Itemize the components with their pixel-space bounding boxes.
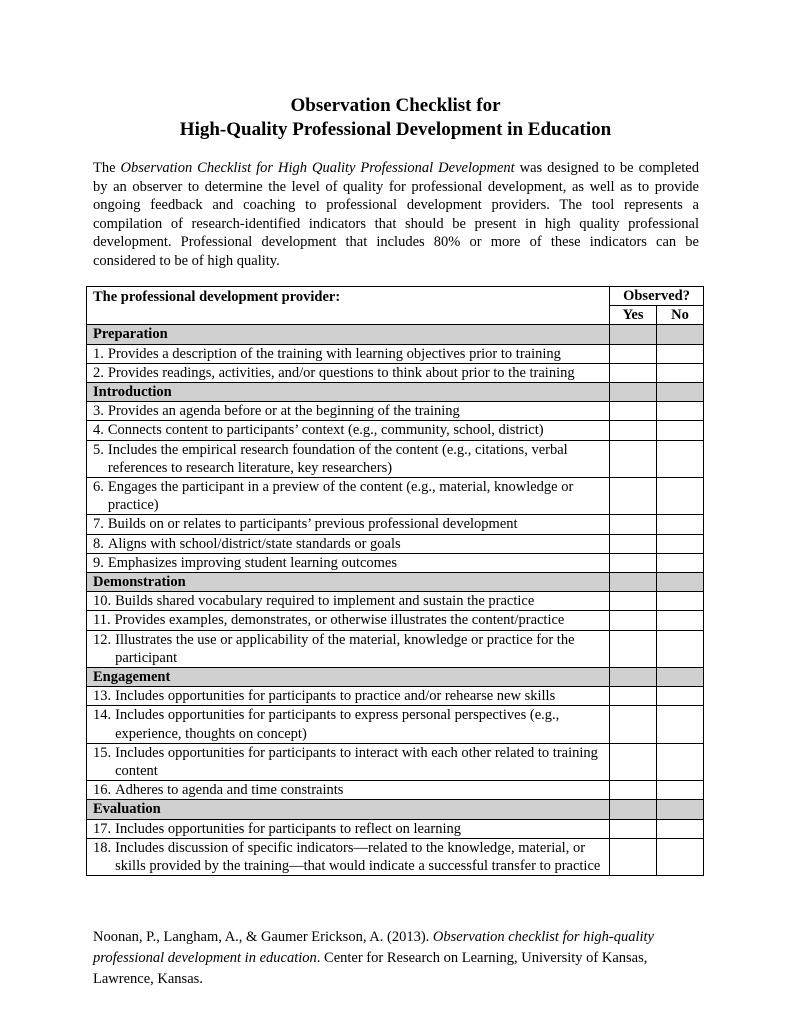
section-empty-cell bbox=[657, 573, 704, 592]
section-empty-cell bbox=[657, 800, 704, 819]
indicator-item bbox=[93, 554, 609, 572]
no-checkbox-cell[interactable] bbox=[657, 534, 704, 553]
section-empty-cell bbox=[610, 800, 657, 819]
table-row bbox=[87, 706, 704, 743]
indicator-text: Includes opportunities for participants to interact with each other related to training content bbox=[115, 744, 598, 780]
indicator-item bbox=[93, 744, 609, 780]
indicator-cell bbox=[87, 592, 610, 611]
indicator-cell bbox=[87, 819, 610, 838]
indicator-item bbox=[93, 345, 609, 363]
table-row bbox=[87, 743, 704, 780]
table-row bbox=[87, 344, 704, 363]
section-label: Engagement bbox=[87, 668, 610, 687]
indicator-cell bbox=[87, 706, 610, 743]
yes-checkbox-cell[interactable] bbox=[610, 344, 657, 363]
no-checkbox-cell[interactable] bbox=[657, 838, 704, 875]
no-checkbox-cell[interactable] bbox=[657, 344, 704, 363]
section-row bbox=[87, 573, 704, 592]
intro-pre: The bbox=[93, 160, 121, 176]
observed-header: Observed? bbox=[610, 287, 704, 306]
yes-checkbox-cell[interactable] bbox=[610, 363, 657, 382]
indicator-text: Provides readings, activities, and/or questions to think about prior to the training bbox=[107, 364, 575, 381]
no-checkbox-cell[interactable] bbox=[657, 402, 704, 421]
indicator-text: Connects content to participants’ context (e.g., community, school, district) bbox=[107, 422, 544, 439]
yes-checkbox-cell[interactable] bbox=[610, 743, 657, 780]
table-row bbox=[87, 515, 704, 534]
indicator-cell bbox=[87, 421, 610, 440]
indicator-item bbox=[93, 706, 609, 742]
yes-checkbox-cell[interactable] bbox=[610, 421, 657, 440]
indicator-number: 14. bbox=[93, 707, 112, 724]
indicator-text: Includes opportunities for participants to practice and/or rehearse new skills bbox=[115, 688, 556, 705]
table-row bbox=[87, 819, 704, 838]
yes-checkbox-cell[interactable] bbox=[610, 440, 657, 477]
indicator-text: Emphasizes improving student learning outcomes bbox=[107, 554, 398, 571]
indicator-cell bbox=[87, 515, 610, 534]
indicator-number: 1. bbox=[93, 345, 104, 362]
yes-checkbox-cell[interactable] bbox=[610, 478, 657, 515]
indicator-text: Illustrates the use or applicability of the material, knowledge or practice for the participant bbox=[115, 631, 575, 666]
yes-checkbox-cell[interactable] bbox=[610, 781, 657, 800]
indicator-number: 16. bbox=[93, 782, 112, 799]
no-checkbox-cell[interactable] bbox=[657, 611, 704, 630]
indicator-number: 12. bbox=[93, 631, 112, 648]
indicator-item bbox=[93, 781, 609, 799]
indicator-cell bbox=[87, 838, 610, 875]
indicator-cell bbox=[87, 781, 610, 800]
indicator-number: 11. bbox=[93, 612, 111, 629]
no-checkbox-cell[interactable] bbox=[657, 363, 704, 382]
indicator-item bbox=[93, 515, 609, 533]
no-checkbox-cell[interactable] bbox=[657, 421, 704, 440]
yes-checkbox-cell[interactable] bbox=[610, 706, 657, 743]
indicator-item bbox=[93, 402, 609, 420]
no-header: No bbox=[657, 306, 704, 325]
citation-pre: Noonan, P., Langham, A., & Gaumer Erickson, A. (2013). bbox=[93, 929, 433, 945]
indicator-text: Provides an agenda before or at the beginning of the training bbox=[107, 403, 460, 420]
indicator-text: Includes discussion of specific indicators—related to the knowledge, material, or skills provided by the training—that would indicate a successful transfer to practice bbox=[115, 839, 601, 875]
indicator-number: 6. bbox=[93, 479, 104, 496]
yes-checkbox-cell[interactable] bbox=[610, 553, 657, 572]
indicator-number: 8. bbox=[93, 535, 104, 552]
intro-post: was designed to be completed by an observer to determine the level of quality for professional development, as well as to provide ongoing feedback and coaching to professional development providers. The tool represents a compilation of research-identified indicators that should be present in high quality professional development. Professional development that includes 80% or more of these indicators can be considered to be of high quality. bbox=[93, 160, 699, 269]
table-row bbox=[87, 363, 704, 382]
table-row bbox=[87, 838, 704, 875]
indicator-cell bbox=[87, 630, 610, 667]
indicator-item bbox=[93, 535, 609, 553]
no-checkbox-cell[interactable] bbox=[657, 440, 704, 477]
indicator-text: Provides examples, demonstrates, or otherwise illustrates the content/practice bbox=[114, 612, 565, 629]
yes-checkbox-cell[interactable] bbox=[610, 838, 657, 875]
yes-checkbox-cell[interactable] bbox=[610, 819, 657, 838]
yes-checkbox-cell[interactable] bbox=[610, 687, 657, 706]
indicator-text: Builds on or relates to participants’ previous professional development bbox=[107, 516, 518, 533]
indicator-cell bbox=[87, 402, 610, 421]
indicator-item bbox=[93, 364, 609, 382]
indicator-item bbox=[93, 478, 609, 514]
yes-checkbox-cell[interactable] bbox=[610, 630, 657, 667]
section-row bbox=[87, 800, 704, 819]
no-checkbox-cell[interactable] bbox=[657, 592, 704, 611]
indicator-item bbox=[93, 820, 609, 838]
table-row bbox=[87, 421, 704, 440]
indicator-number: 18. bbox=[93, 839, 112, 856]
indicator-number: 10. bbox=[93, 593, 112, 610]
yes-checkbox-cell[interactable] bbox=[610, 515, 657, 534]
table-row bbox=[87, 592, 704, 611]
no-checkbox-cell[interactable] bbox=[657, 553, 704, 572]
no-checkbox-cell[interactable] bbox=[657, 781, 704, 800]
indicator-text: Engages the participant in a preview of the content (e.g., material, knowledge or practice) bbox=[107, 479, 574, 514]
indicator-number: 17. bbox=[93, 820, 112, 837]
indicator-text: Includes opportunities for participants to reflect on learning bbox=[115, 820, 462, 837]
citation bbox=[93, 927, 703, 990]
checklist-body bbox=[87, 325, 704, 876]
indicator-item bbox=[93, 839, 609, 875]
indicator-number: 15. bbox=[93, 744, 112, 761]
indicator-cell bbox=[87, 743, 610, 780]
indicator-text: Builds shared vocabulary required to implement and sustain the practice bbox=[115, 593, 535, 610]
indicator-item bbox=[93, 441, 609, 477]
citation-post: . Center for Research on Learning, University of Kansas, Lawrence, Kansas. bbox=[93, 950, 648, 987]
indicator-number: 7. bbox=[93, 516, 104, 533]
indicator-number: 4. bbox=[93, 422, 104, 439]
section-row bbox=[87, 668, 704, 687]
no-checkbox-cell[interactable] bbox=[657, 478, 704, 515]
indicator-text: Includes the empirical research foundation of the content (e.g., citations, verbal references to research literature, key researchers) bbox=[107, 441, 568, 476]
indicator-item bbox=[93, 592, 609, 610]
section-empty-cell bbox=[657, 383, 704, 402]
indicator-cell bbox=[87, 687, 610, 706]
no-checkbox-cell[interactable] bbox=[657, 687, 704, 706]
section-label: Demonstration bbox=[87, 573, 610, 592]
indicator-cell bbox=[87, 553, 610, 572]
indicator-number: 13. bbox=[93, 688, 112, 705]
page-title-line-1: Observation Checklist for bbox=[290, 95, 501, 116]
table-row bbox=[87, 611, 704, 630]
indicator-text: Aligns with school/district/state standards or goals bbox=[107, 535, 401, 552]
indicator-number: 9. bbox=[93, 554, 104, 571]
table-row bbox=[87, 440, 704, 477]
indicator-number: 2. bbox=[93, 364, 104, 381]
indicator-cell bbox=[87, 478, 610, 515]
table-row bbox=[87, 553, 704, 572]
section-row bbox=[87, 383, 704, 402]
table-row bbox=[87, 687, 704, 706]
indicator-item bbox=[93, 421, 609, 439]
no-checkbox-cell[interactable] bbox=[657, 706, 704, 743]
yes-checkbox-cell[interactable] bbox=[610, 534, 657, 553]
table-row bbox=[87, 478, 704, 515]
indicator-cell bbox=[87, 363, 610, 382]
table-row bbox=[87, 534, 704, 553]
indicator-text: Adheres to agenda and time constraints bbox=[115, 782, 344, 799]
provider-header: The professional development provider: bbox=[87, 287, 610, 325]
citation-italic-title: Observation checklist for high-quality professional development in education bbox=[93, 929, 654, 966]
section-empty-cell bbox=[610, 325, 657, 344]
section-label: Evaluation bbox=[87, 800, 610, 819]
section-empty-cell bbox=[610, 573, 657, 592]
indicator-item bbox=[93, 687, 609, 705]
table-row bbox=[87, 402, 704, 421]
no-checkbox-cell[interactable] bbox=[657, 819, 704, 838]
indicator-cell bbox=[87, 534, 610, 553]
no-checkbox-cell[interactable] bbox=[657, 630, 704, 667]
no-checkbox-cell[interactable] bbox=[657, 743, 704, 780]
yes-checkbox-cell[interactable] bbox=[610, 611, 657, 630]
checklist-table bbox=[86, 286, 704, 876]
indicator-number: 5. bbox=[93, 441, 104, 458]
table-row bbox=[87, 781, 704, 800]
indicator-item bbox=[93, 631, 609, 667]
table-row bbox=[87, 630, 704, 667]
yes-checkbox-cell[interactable] bbox=[610, 592, 657, 611]
indicator-text: Includes opportunities for participants to express personal perspectives (e.g., experience, thoughts on concept) bbox=[115, 707, 560, 742]
section-empty-cell bbox=[610, 383, 657, 402]
indicator-item bbox=[93, 611, 609, 629]
yes-header: Yes bbox=[610, 306, 657, 325]
indicator-cell bbox=[87, 611, 610, 630]
section-label: Preparation bbox=[87, 325, 610, 344]
page-title-line-2: High-Quality Professional Development in Education bbox=[179, 119, 612, 140]
indicator-number: 3. bbox=[93, 403, 104, 420]
intro-italic-title: Observation Checklist for High Quality Professional Development bbox=[120, 160, 515, 176]
indicator-text: Provides a description of the training with learning objectives prior to training bbox=[107, 345, 561, 362]
intro-paragraph bbox=[93, 159, 699, 270]
indicator-cell bbox=[87, 440, 610, 477]
yes-checkbox-cell[interactable] bbox=[610, 402, 657, 421]
indicator-cell bbox=[87, 344, 610, 363]
section-empty-cell bbox=[610, 668, 657, 687]
section-empty-cell bbox=[657, 325, 704, 344]
section-empty-cell bbox=[657, 668, 704, 687]
no-checkbox-cell[interactable] bbox=[657, 515, 704, 534]
section-label: Introduction bbox=[87, 383, 610, 402]
section-row bbox=[87, 325, 704, 344]
